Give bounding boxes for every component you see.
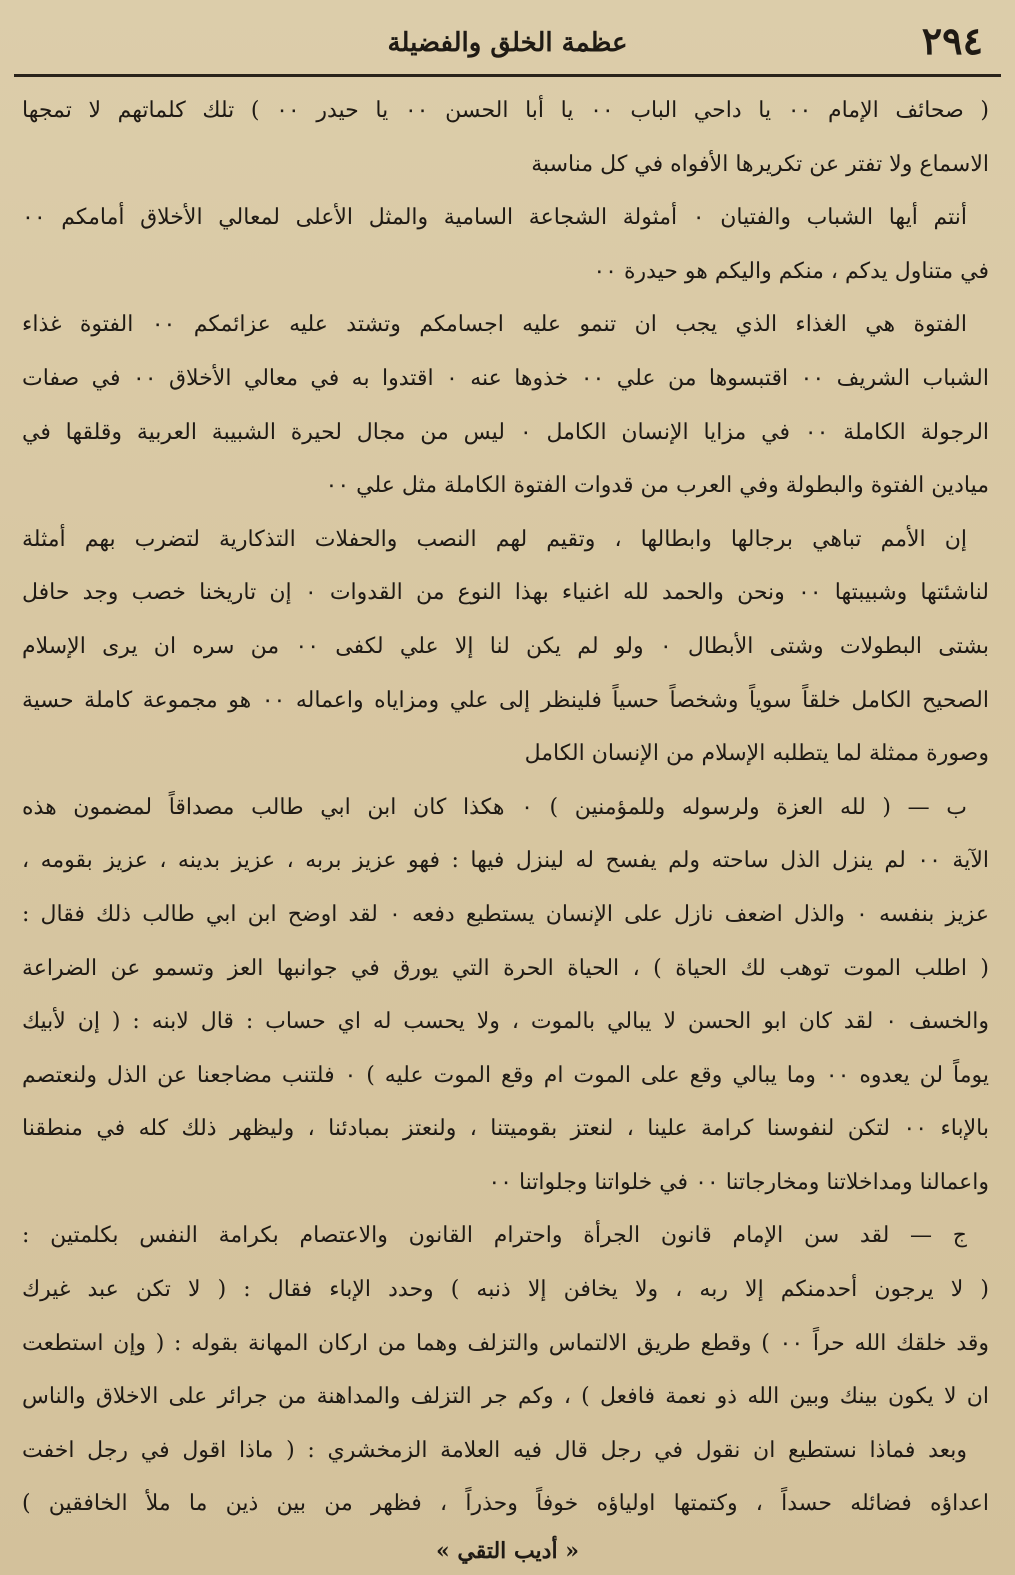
text-line: وبعد فماذا نستطيع ان نقول في رجل قال فيه العلامة الزمخشري : ( ماذا اقول في رجل اخفت [22,1437,967,1463]
text-line: ( اطلب الموت توهب لك الحياة ) ، الحياة الحرة التي يورق في جوانبها العز وتسمو عن الضراعة [22,955,989,981]
text-line: لناشئتها وشبيبتها ٠٠ ونحن والحمد لله اغنياء بهذا النوع من القدوات ٠ إن تاريخنا خصب وجد حافل [22,580,989,606]
text-line: اعداؤه فضائله حسداً ، وكتمتها اولياؤه خوفاً وحذراً ، فظهر من بين ذين ما ملأ الخافقين ) [22,1491,989,1517]
text-line: ( صحائف الإمام ٠٠ يا داحي الباب ٠٠ يا أبا الحسن ٠٠ يا حيدر ٠٠ ) تلك كلماتهم لا تمجها [22,98,989,123]
text-line: ب — ( لله العزة ولرسوله وللمؤمنين ) ٠ هكذا كان ابن ابي طالب مصداقاً لمضمون هذه [22,794,967,820]
text-line: والخسف ٠ لقد كان ابو الحسن لا يبالي بالموت ، ولا يحسب له اي حساب : قال لابنه : ( إن لأبيك [22,1009,989,1035]
text-line: ج — لقد سن الإمام قانون الجرأة واحترام القانون والاعتصام بكرامة النفس بكلمتين : [22,1223,967,1249]
text-line: أنتم أيها الشباب والفتيان ٠ أمثولة الشجاعة السامية والمثل الأعلى لمعالي الأخلاق أمامكم ٠٠ [22,205,967,231]
running-title: عظمة الخلق والفضيلة [387,28,628,58]
text-line: إن الأمم تباهي برجالها وابطالها ، وتقيم لهم النصب والحفلات التذكارية لتضرب بهم أمثلة [22,526,967,552]
page-header [18,18,997,72]
text-line: بشتى البطولات وشتى الأبطال ٠ ولو لم يكن لنا إلا علي لكفى ٠٠ من سره ان يرى الإسلام [22,633,989,659]
text-line: ميادين الفتوة والبطولة وفي العرب من قدوات الفتوة الكاملة مثل علي ٠٠ [325,473,989,499]
body-text [22,84,989,1531]
text-line: ان لا يكون بينك وبين الله ذو نعمة فافعل ) ، وكم جر التزلف والمداهنة من جرائر على الاخلاق والناس [22,1384,989,1410]
text-line: الصحيح الكامل خلقاً سوياً وشخصاً حسياً فلينظر إلى علي ومزاياه واعماله ٠٠ هو مجموعة كاملة حسية [22,687,989,713]
text-line: الاسماع ولا تفتر عن تكريرها الأفواه في كل مناسبة [531,151,989,177]
text-line: الفتوة هي الغذاء الذي يجب ان تنمو عليه اجسامكم وتشتد عليه عزائمكم ٠٠ الفتوة غذاء [22,312,967,338]
page-number: ٢٩٤ [921,18,983,63]
text-line: واعمالنا ومداخلاتنا ومخارجاتنا ٠٠ في خلواتنا وجلواتنا ٠٠ [488,1169,989,1195]
text-line: وصورة ممثلة لما يتطلبه الإسلام من الإنسان الكامل [524,741,989,767]
text-line: وقد خلقك الله حراً ٠٠ ) وقطع طريق الالتماس والتزلف وهما من اركان المهانة بقوله : ( وإن استطعت [22,1330,989,1356]
text-line: ( لا يرجون أحدمنكم إلا ربه ، ولا يخافن إلا ذنبه ) وحدد الإباء فقال : ( لا تكن عبد غيرك [22,1277,989,1303]
author-signature: « أديب التقي » [435,1538,580,1564]
text-line: بالإباء ٠٠ لتكن لنفوسنا كرامة علينا ، لنعتز بقوميتنا ، ولنعتز بمبادئنا ، وليظهر ذلك كله في منطقنا [22,1116,989,1142]
text-line: عزيز بنفسه ٠ والذل اضعف نازل على الإنسان يستطيع دفعه ٠ لقد اوضح ابن ابي طالب ذلك فقال : [22,901,989,927]
text-line: الشباب الشريف ٠٠ اقتبسوها من علي ٠٠ خذوها عنه ٠ اقتدوا به في معالي الأخلاق ٠٠ في صفات [22,365,989,391]
text-line: الرجولة الكاملة ٠٠ في مزايا الإنسان الكامل ٠ ليس من مجال لحيرة الشبيبة العربية وقلقها في [22,419,989,445]
text-line: الآية ٠٠ لم ينزل الذل ساحته ولم يفسح له لينزل فيها : فهو عزيز بربه ، عزيز بدينه ، عزيز بقومه ، [22,848,989,874]
text-line: يوماً لن يعدوه ٠٠ وما يبالي وقع على الموت ام وقع الموت عليه ) ٠ فلتنب مضاجعنا عن الذل ولنعتصم [22,1062,989,1088]
header-rule [14,74,1001,77]
text-line: في متناول يدكم ، منكم واليكم هو حيدرة ٠٠ [593,258,989,284]
